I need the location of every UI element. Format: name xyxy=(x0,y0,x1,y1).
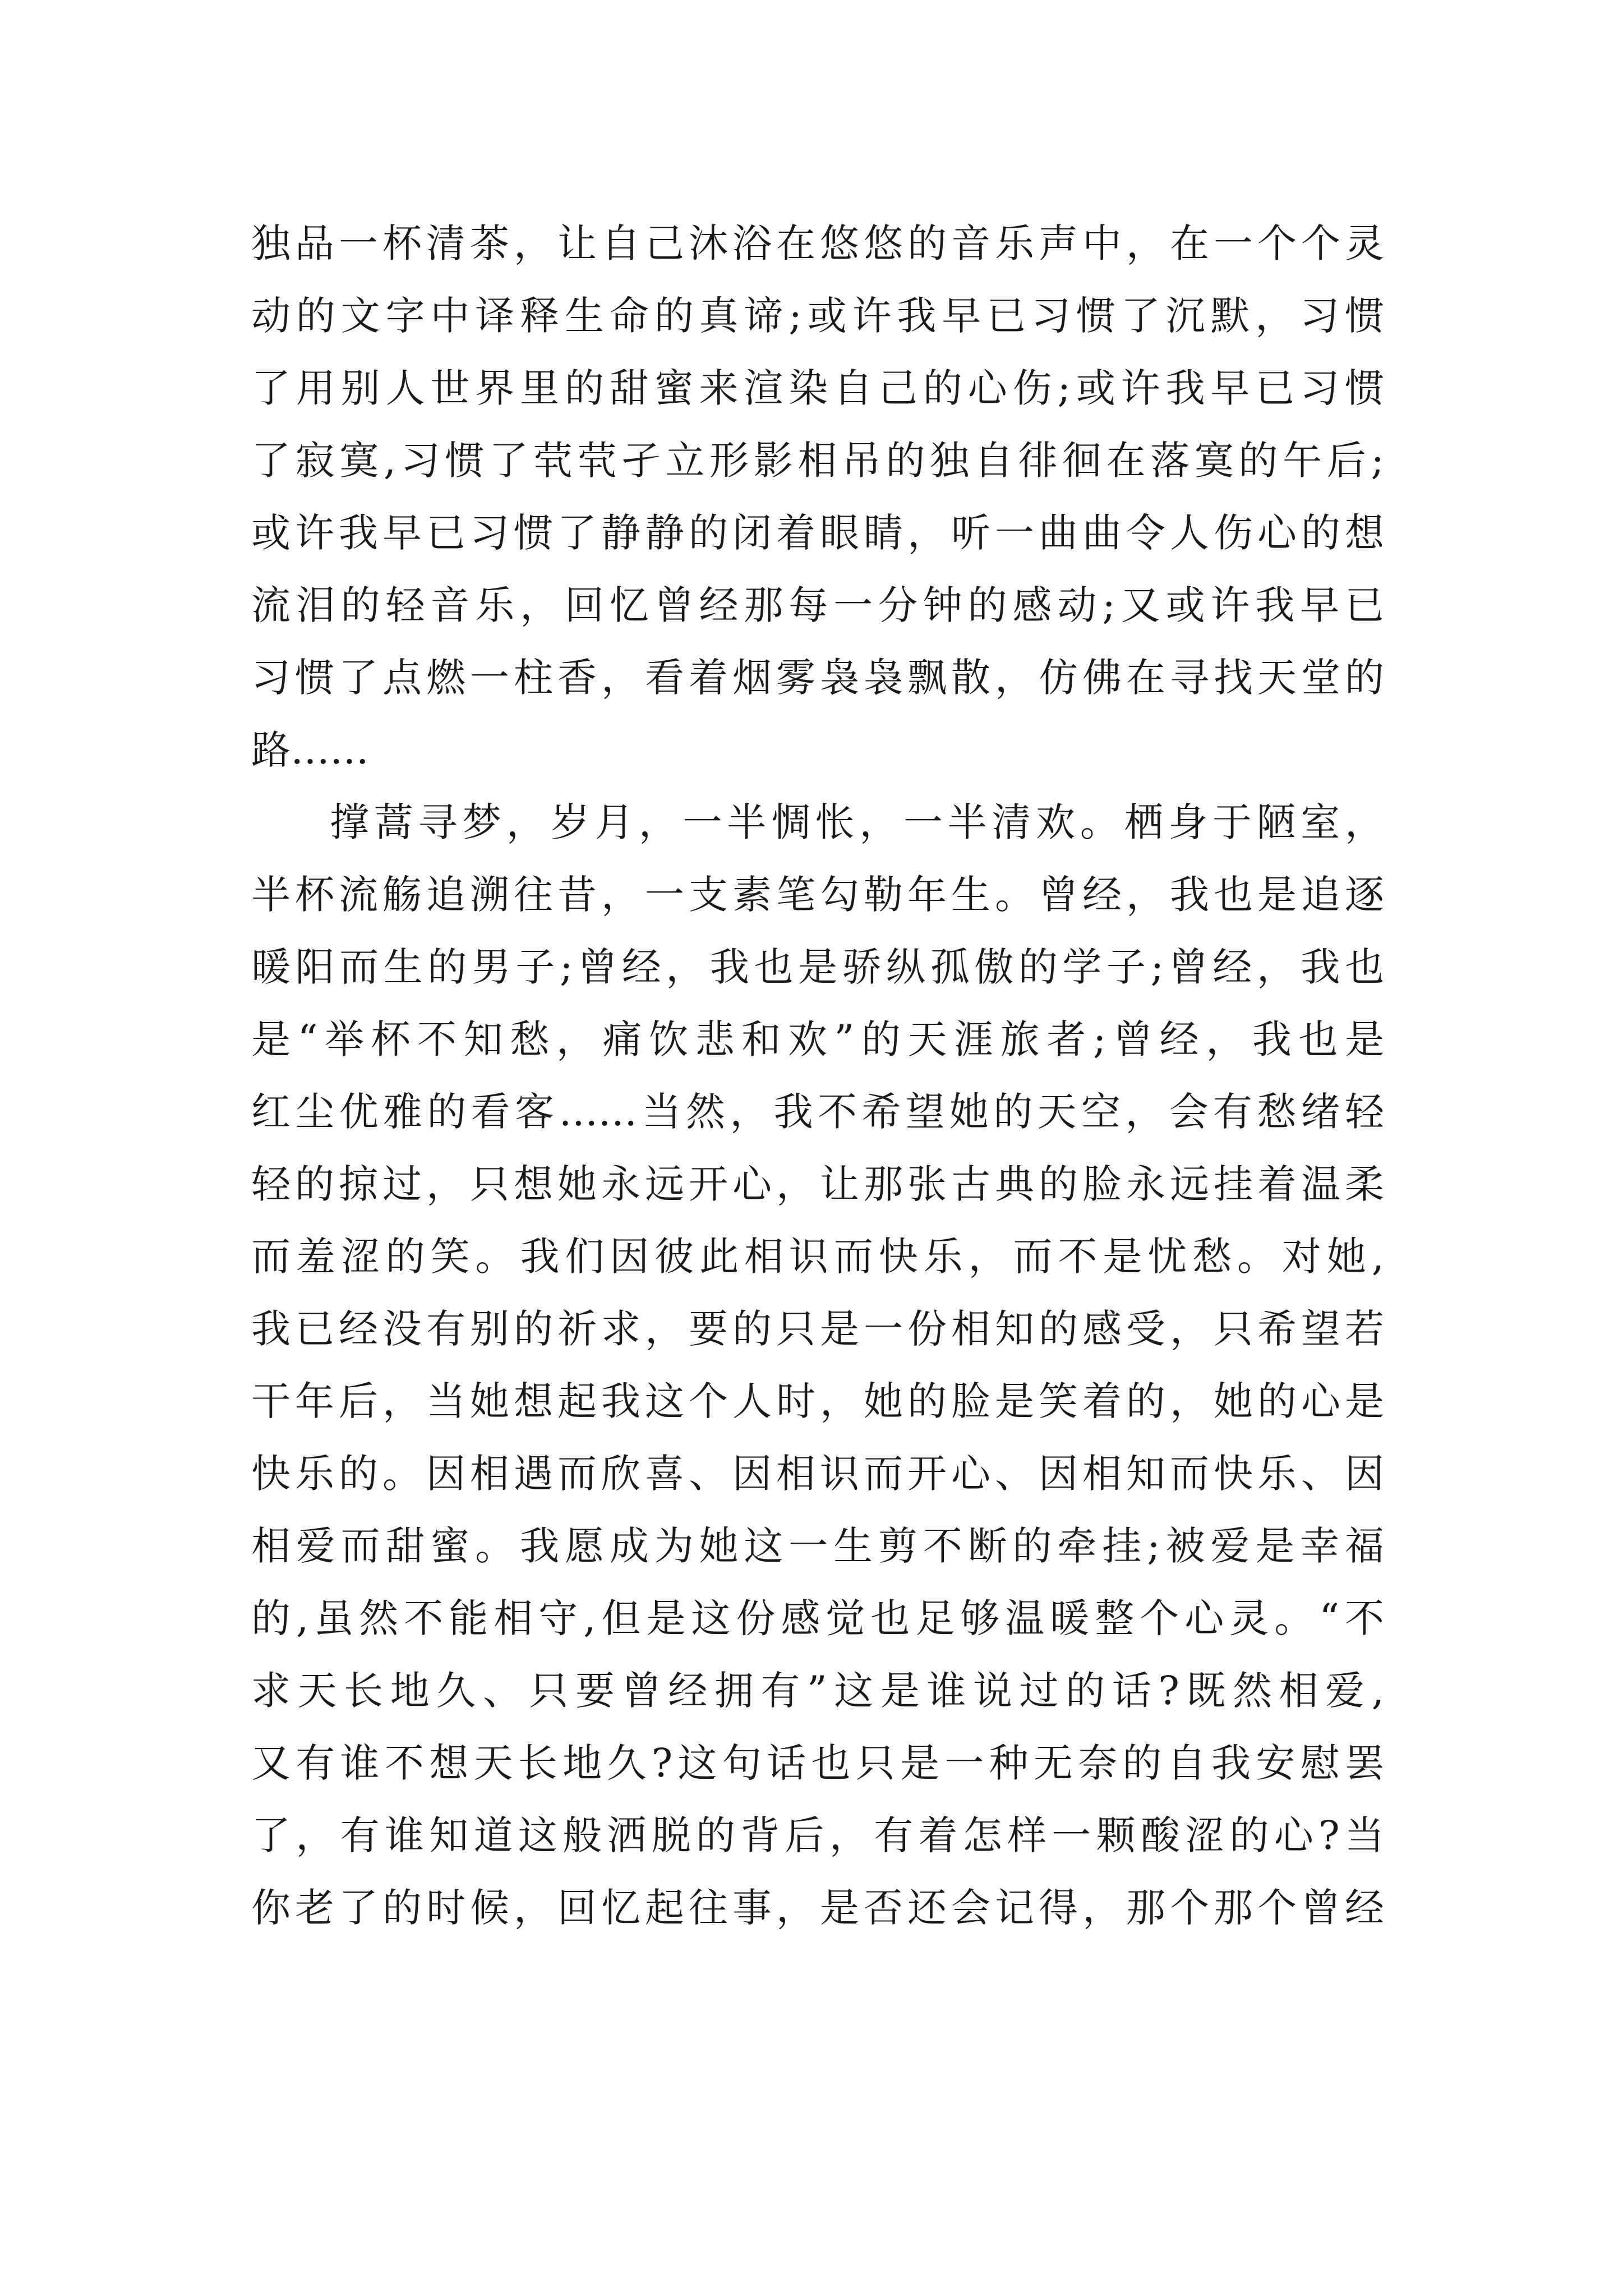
text-line: 暖阳而生的男子;曾经，我也是骄纵孤傲的学子;曾经，我也 xyxy=(251,944,1384,990)
text-line: 求天长地久、只要曾经拥有”这是谁说过的话?既然相爱, xyxy=(251,1668,1384,1714)
text-line: 独品一杯清茶，让自己沐浴在悠悠的音乐声中，在一个个灵 xyxy=(251,220,1384,266)
text-line: 了用别人世界里的甜蜜来渲染自己的心伤;或许我早已习惯 xyxy=(251,365,1384,411)
text-line: 干年后，当她想起我这个人时，她的脸是笑着的，她的心是 xyxy=(251,1378,1384,1424)
paragraph-2 xyxy=(251,786,1384,1944)
text-line: 动的文字中译释生命的真谛;或许我早已习惯了沉默，习惯 xyxy=(251,293,1384,339)
text-line: 的,虽然不能相守,但是这份感觉也足够温暖整个心灵。“不 xyxy=(251,1595,1384,1641)
text-line: 轻的掠过，只想她永远开心，让那张古典的脸永远挂着温柔 xyxy=(251,1161,1384,1207)
text-line: 红尘优雅的看客……当然，我不希望她的天空，会有愁绪轻 xyxy=(251,1089,1384,1135)
text-line: 而羞涩的笑。我们因彼此相识而快乐，而不是忧愁。对她, xyxy=(251,1234,1384,1280)
text-line: 快乐的。因相遇而欣喜、因相识而开心、因相知而快乐、因 xyxy=(251,1451,1384,1497)
text-line: 了，有谁知道这般洒脱的背后，有着怎样一颗酸涩的心?当 xyxy=(251,1812,1384,1858)
text-line: 或许我早已习惯了静静的闭着眼睛，听一曲曲令人伤心的想 xyxy=(251,510,1384,556)
text-line: 撑蒿寻梦，岁月，一半惆怅，一半清欢。栖身于陋室， xyxy=(330,799,1384,845)
text-line: 了寂寞,习惯了茕茕孑立形影相吊的独自徘徊在落寞的午后; xyxy=(251,438,1384,484)
text-line: 相爱而甜蜜。我愿成为她这一生剪不断的牵挂;被爱是幸福 xyxy=(251,1523,1384,1569)
text-line: 又有谁不想天长地久?这句话也只是一种无奈的自我安慰罢 xyxy=(251,1740,1384,1786)
text-line: 流泪的轻音乐，回忆曾经那每一分钟的感动;又或许我早已 xyxy=(251,582,1384,628)
text-line: 半杯流觞追溯往昔，一支素笔勾勒年生。曾经，我也是追逐 xyxy=(251,872,1384,918)
paragraph-1 xyxy=(251,208,1384,786)
text-line: 路…… xyxy=(251,727,369,773)
text-line: 习惯了点燃一柱香，看着烟雾袅袅飘散，仿佛在寻找天堂的 xyxy=(251,655,1384,701)
body-text xyxy=(251,208,1384,1944)
text-line: 你老了的时候，回忆起往事，是否还会记得，那个那个曾经 xyxy=(251,1885,1384,1931)
text-line: 是“举杯不知愁，痛饮悲和欢”的天涯旅者;曾经，我也是 xyxy=(251,1016,1384,1062)
text-line: 我已经没有别的祈求，要的只是一份相知的感受，只希望若 xyxy=(251,1306,1384,1352)
